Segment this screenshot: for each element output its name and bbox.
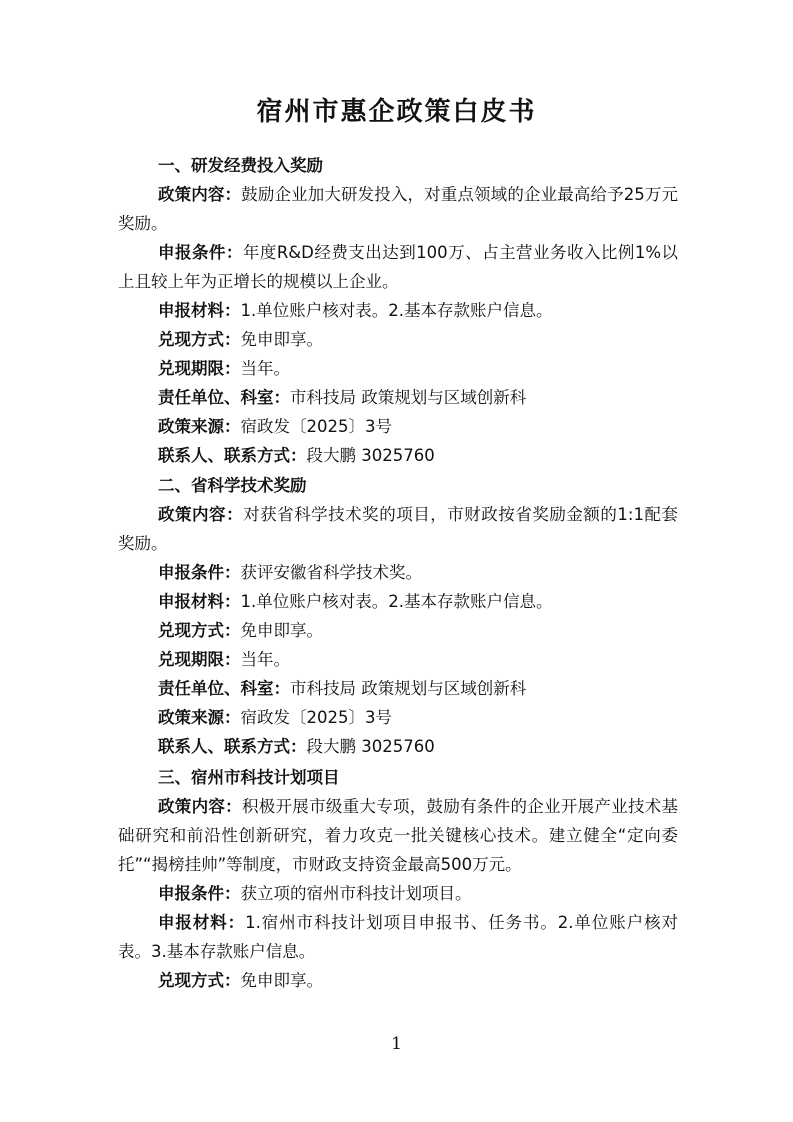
responsible-unit [118, 674, 678, 703]
field-value: 获立项的宿州市科技计划项目。 [240, 884, 472, 903]
field-label: 联系人、联系方式 [158, 446, 290, 465]
field-label: 联系人、联系方式 [158, 737, 290, 756]
field-label: 兑现期限 [158, 359, 224, 378]
field-label: 政策来源 [158, 417, 224, 436]
field-colon: ： [224, 708, 241, 727]
field-label: 申报材料 [158, 592, 224, 611]
field-value: 免申即享。 [240, 330, 323, 349]
section-rd-investment-reward [118, 151, 678, 470]
field-colon: ： [225, 797, 242, 816]
field-value: 1.单位账户核对表。2.基本存款账户信息。 [240, 592, 553, 611]
field-colon: ： [224, 621, 241, 640]
application-conditions [118, 558, 678, 587]
redemption-period [118, 354, 678, 383]
application-conditions [118, 238, 678, 296]
responsible-unit [118, 383, 678, 412]
field-label: 责任单位、科室 [158, 679, 274, 698]
field-colon: ： [224, 884, 241, 903]
policy-source [118, 412, 678, 441]
policy-content [118, 180, 678, 238]
application-conditions [118, 879, 678, 908]
contact-info [118, 441, 678, 470]
section-suzhou-tech-plan-project [118, 763, 678, 995]
section-heading: 一、研发经费投入奖励 [158, 156, 323, 175]
field-value: 当年。 [240, 650, 290, 669]
field-colon: ： [224, 330, 241, 349]
field-label: 政策内容 [158, 797, 226, 816]
field-label: 申报条件 [158, 243, 226, 262]
field-colon: ： [224, 185, 242, 204]
redemption-method [118, 966, 678, 995]
policy-source [118, 703, 678, 732]
field-value: 1.宿州市科技计划项目申报书、任务书。2.单位账户核对表。3.基本存款账户信息。 [118, 913, 678, 961]
field-label: 兑现方式 [158, 621, 224, 640]
field-colon: ： [224, 650, 241, 669]
section-heading: 二、省科学技术奖励 [158, 476, 307, 495]
field-label: 申报条件 [158, 884, 224, 903]
field-value: 段大鹏 3025760 [306, 446, 435, 465]
contact-info [118, 732, 678, 761]
field-value: 宿政发〔2025〕3号 [240, 417, 392, 436]
field-value: 段大鹏 3025760 [306, 737, 435, 756]
section-heading: 三、宿州市科技计划项目 [158, 768, 340, 787]
field-colon: ： [290, 446, 307, 465]
field-colon: ： [225, 243, 243, 262]
field-value: 对获省科学技术奖的项目，市财政按省奖励金额的1:1配套奖励。 [118, 505, 678, 553]
field-value: 1.单位账户核对表。2.基本存款账户信息。 [240, 301, 553, 320]
field-colon: ： [290, 737, 307, 756]
field-label: 责任单位、科室 [158, 388, 274, 407]
field-value: 获评安徽省科学技术奖。 [240, 563, 422, 582]
field-value: 积极开展市级重大专项，鼓励有条件的企业开展产业技术基础研究和前沿性创新研究，着力攻克一批关键核心技术。建立健全“定向委托”“揭榜挂帅”等制度，市财政支持资金最高500万元。 [118, 797, 679, 874]
policy-content [118, 500, 678, 558]
field-colon: ： [224, 417, 241, 436]
field-value: 市科技局 政策规划与区域创新科 [290, 388, 527, 407]
policy-content [118, 792, 678, 879]
field-colon: ： [224, 592, 241, 611]
field-label: 兑现期限 [158, 650, 224, 669]
field-value: 免申即享。 [240, 621, 323, 640]
field-label: 政策内容 [158, 185, 225, 204]
field-colon: ： [224, 301, 241, 320]
redemption-period [118, 645, 678, 674]
redemption-method [118, 325, 678, 354]
field-label: 兑现方式 [158, 330, 224, 349]
field-colon: ： [224, 359, 241, 378]
page-number: 1 [391, 1034, 402, 1054]
field-colon: ： [273, 679, 290, 698]
field-label: 兑现方式 [158, 971, 224, 990]
field-label: 政策来源 [158, 708, 224, 727]
application-materials [118, 587, 678, 616]
field-value: 鼓励企业加大研发投入，对重点领域的企业最高给予25万元奖励。 [118, 185, 679, 233]
field-colon: ： [273, 388, 290, 407]
field-colon: ： [224, 971, 241, 990]
document-title: 宿州市惠企政策白皮书 [256, 97, 537, 127]
field-value: 免申即享。 [240, 971, 323, 990]
field-label: 申报材料 [158, 913, 228, 932]
section-provincial-science-award [118, 471, 678, 761]
field-colon: ： [227, 913, 246, 932]
field-label: 申报条件 [158, 563, 224, 582]
redemption-method [118, 616, 678, 645]
field-value: 市科技局 政策规划与区域创新科 [290, 679, 527, 698]
application-materials [118, 908, 678, 966]
field-label: 政策内容 [158, 505, 227, 524]
application-materials [118, 296, 678, 325]
field-value: 宿政发〔2025〕3号 [240, 708, 392, 727]
field-value: 年度R&D经费支出达到100万、占主营业务收入比例1%以上且较上年为正增长的规模以上企业。 [118, 243, 679, 291]
field-value: 当年。 [240, 359, 290, 378]
field-colon: ： [226, 505, 244, 524]
field-colon: ： [224, 563, 241, 582]
field-label: 申报材料 [158, 301, 224, 320]
